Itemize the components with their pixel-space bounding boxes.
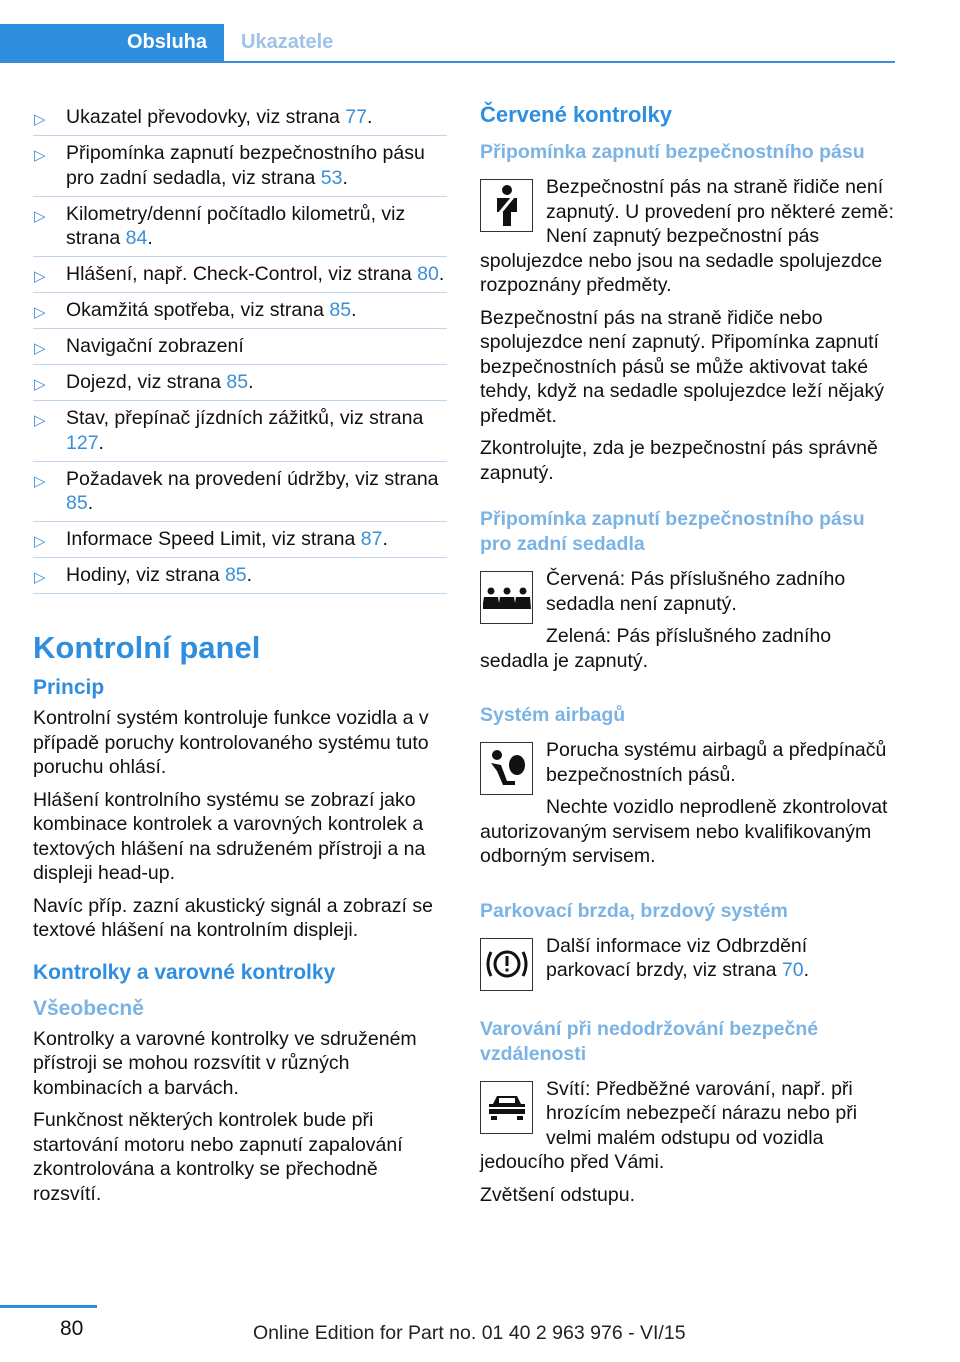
list-item: ▷ Ukazatel převodovky, viz strana 77. (33, 100, 447, 136)
vzdalenost-text-1: Svítí: Předběžné varování, např. při hrozícím nebezpečí nárazu nebo při velmi malém odstupu od vozidla jedoucího před Vámi. (480, 1077, 858, 1173)
list-item: ▷ Hodiny, viz strana 85. (33, 558, 447, 594)
brake-warning-icon (480, 938, 533, 991)
list-item: ▷ Hlášení, např. Check-Control, viz strana 80. (33, 257, 447, 293)
triangle-bullet-icon: ▷ (34, 304, 46, 321)
heading-princip: Princip (33, 676, 105, 699)
left-column (33, 100, 447, 1214)
page-ref-link[interactable]: 85 (226, 371, 249, 393)
heading-cervene: Červené kontrolky (480, 102, 672, 127)
heading-vseobecne: Všeobecně (33, 996, 144, 1020)
right-column (480, 100, 894, 1215)
pas-text-1: Bezpečnostní pás na straně řidiče není zapnutý. U provedení pro některé země: Není zapnutý bezpečnostní pás spolujezdce nebo jsou na sedadle spolujezdce rozpoznány předměty. (480, 176, 894, 296)
vzdalenost-text-2: Zvětšení odstupu. (480, 1183, 636, 1206)
list-item: ▷ Navigační zobrazení (33, 329, 447, 365)
list-item: ▷ Kilometry/denní počítadlo kilometrů, viz strana 84. (33, 197, 447, 258)
page-ref-link[interactable]: 53 (320, 166, 343, 189)
footer-line (0, 1305, 97, 1308)
vseobecne-text-2: Funkčnost některých kontrolek bude při startování motoru nebo zapnutí zapalování zkontrolována a kontrolky se přechodně rozsvítí. (33, 1109, 403, 1205)
triangle-bullet-icon: ▷ (34, 340, 46, 357)
list-item: ▷ Okamžitá spotřeba, viz strana 85. (33, 293, 447, 329)
heading-vzdalenost: Varování při nedodržování bezpečné vzdálenosti (480, 1017, 819, 1065)
page-ref-link[interactable]: 85 (224, 564, 247, 586)
page-ref-link[interactable]: 85 (66, 492, 88, 514)
princip-text-3: Navíc příp. zazní akustický signál a zobrazí se textové hlášení na kontrolním displeji. (33, 894, 433, 941)
pas-text-3: Zkontrolujte, zda je bezpečnostní pás správně zapnutý. (480, 437, 878, 484)
triangle-bullet-icon: ▷ (34, 533, 46, 550)
zadni-text-2: Zelená: Pás příslušného zadního sedadla je zapnutý. (480, 625, 832, 672)
header-tabs (0, 24, 895, 63)
list-item: ▷ Dojezd, viz strana 85. (33, 365, 447, 401)
triangle-bullet-icon: ▷ (34, 111, 46, 128)
triangle-bullet-icon: ▷ (34, 147, 46, 164)
tab-obsluha[interactable]: Obsluha (0, 24, 224, 61)
triangle-bullet-icon: ▷ (34, 207, 46, 225)
triangle-bullet-icon: ▷ (34, 472, 46, 490)
section-title-kontrolni-panel: Kontrolní panel (33, 630, 261, 665)
indicator-list (33, 100, 447, 594)
triangle-bullet-icon: ▷ (34, 569, 46, 586)
airbag-icon (480, 742, 533, 795)
princip-text-1: Kontrolní systém kontroluje funkce vozidla a v případě poruchy kontrolovaného systému tuto poruchu ohlásí. (33, 707, 429, 778)
list-item: ▷ Připomínka zapnutí bezpečnostního pásu pro zadní sedadla, viz strana 53. (33, 136, 447, 197)
zadni-text-1: Červená: Pás příslušného zadního sedadla není zapnutý. (546, 568, 846, 615)
page-ref-link[interactable]: 87 (360, 528, 383, 550)
heading-zadni: Připomínka zapnutí bezpečnostního pásu pro zadní sedadla (480, 508, 865, 555)
list-item: ▷ Stav, přepínač jízdních zážitků, viz strana 127. (33, 401, 447, 462)
distance-warning-icon (480, 1081, 533, 1134)
page-ref-link[interactable]: 70 (781, 959, 804, 981)
page-ref-link[interactable]: 80 (417, 263, 439, 285)
heading-kontrolky: Kontrolky a varovné kontrolky (33, 960, 336, 984)
pas-text-2: Bezpečnostní pás na straně řidiče nebo spolujezdce není zapnutý. Připomínka zapnutí bezpečnostních pásů se může aktivovat také tehdy, když na sedadle spolujezdce leží nějaký předmět. (480, 306, 884, 427)
page-ref-link[interactable]: 77 (345, 106, 367, 128)
page-ref-link[interactable]: 127 (66, 431, 99, 454)
page-ref-link[interactable]: 84 (125, 227, 148, 249)
seatbelt-icon (480, 179, 533, 232)
rear-seatbelt-icon (480, 571, 533, 624)
heading-pas: Připomínka zapnutí bezpečnostního pásu (480, 141, 865, 163)
edition-text: Online Edition for Part no. 01 40 2 963 976 - VI/15 (253, 1322, 686, 1344)
tab-ukazatele[interactable]: Ukazatele (241, 31, 334, 53)
list-item: ▷ Informace Speed Limit, viz strana 87. (33, 522, 447, 558)
list-item: ▷ Požadavek na provedení údržby, viz strana 85. (33, 462, 447, 523)
airbag-text-1: Porucha systému airbagů a předpínačů bezpečnostních pásů. (546, 739, 887, 786)
brzda-text-1: Další informace viz Odbrzdění parkovací brzdy, viz strana 70. (546, 934, 810, 981)
page-ref-link[interactable]: 85 (329, 299, 352, 321)
vseobecne-text-1: Kontrolky a varovné kontrolky ve sdruženém přístroji se mohou rozsvítit v různých kombinacích a barvách. (33, 1027, 417, 1099)
triangle-bullet-icon: ▷ (34, 412, 46, 429)
airbag-text-2: Nechte vozidlo neprodleně zkontrolovat autorizovaným servisem nebo kvalifikovaným odborným servisem. (480, 796, 888, 867)
heading-airbag: Systém airbagů (480, 704, 626, 726)
triangle-bullet-icon: ▷ (34, 268, 46, 285)
triangle-bullet-icon: ▷ (34, 376, 46, 393)
page-number: 80 (60, 1317, 84, 1340)
heading-brzda: Parkovací brzda, brzdový systém (480, 899, 788, 922)
princip-text-2: Hlášení kontrolního systému se zobrazí jako kombinace kontrolek a varovných kontrolek a textových hlášení na sdruženém přístroji a na displeji head-up. (33, 788, 426, 884)
